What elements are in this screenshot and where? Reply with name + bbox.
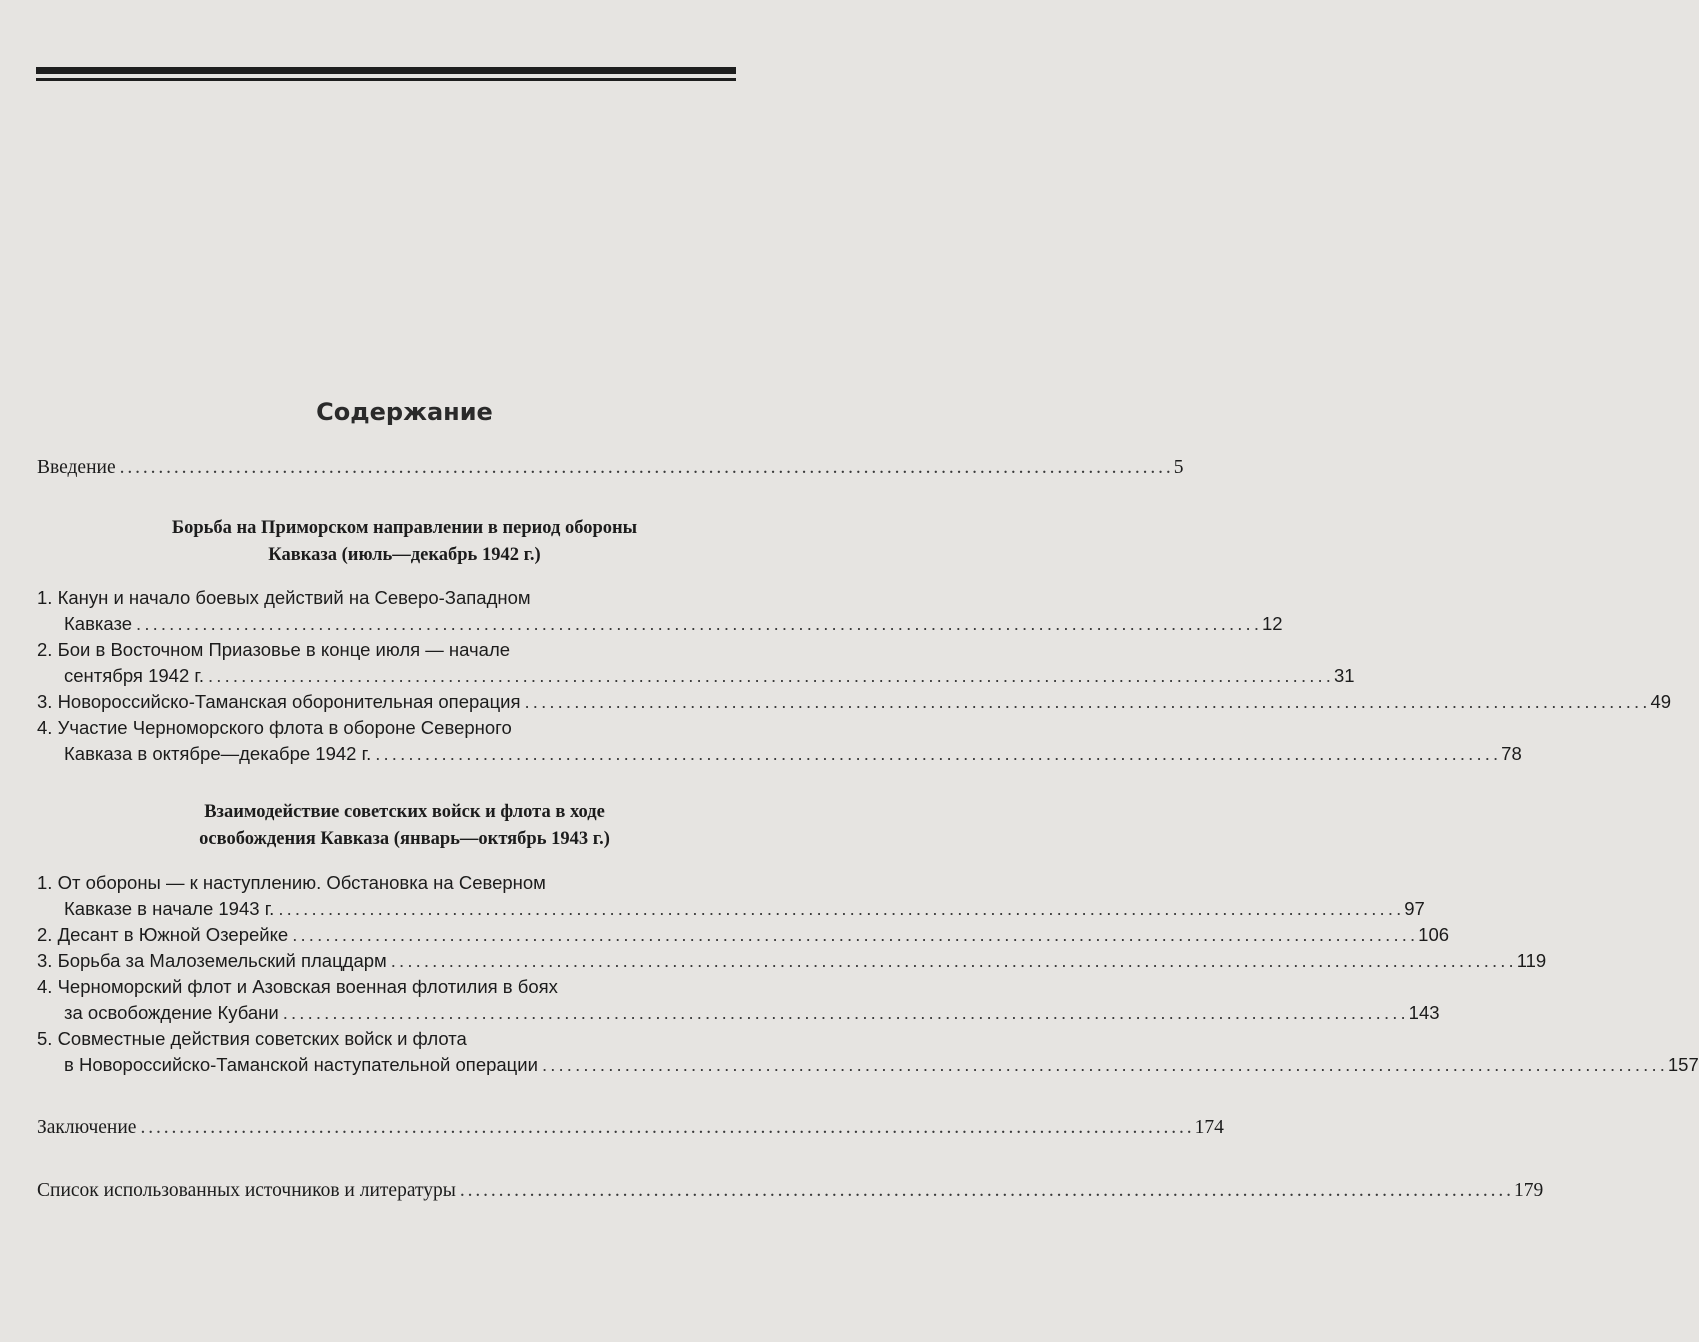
- toc-item-p1-2[interactable]: [64, 663, 1355, 689]
- dot-leader: [375, 741, 1497, 767]
- toc-item-p1-2-line1[interactable]: 2. Бои в Восточном Приазовье в конце июля — начале: [37, 639, 511, 660]
- top-rule-thick: [36, 67, 736, 74]
- toc-label: 2. Десант в Южной Озерейке: [37, 924, 289, 945]
- dot-leader: [140, 1115, 1190, 1141]
- toc-item-p2-1-line1[interactable]: 1. От обороны — к наступлению. Обстановка на Северном: [37, 872, 546, 893]
- toc-page: 12: [1261, 613, 1283, 634]
- toc-item-p1-1-line1[interactable]: 1. Канун и начало боевых действий на Северо-Западном: [37, 587, 531, 608]
- part2-heading-line1: Взаимодействие советских войск и флота в ходе: [204, 802, 605, 822]
- page-title: Содержание: [316, 398, 493, 426]
- dot-leader: [283, 1000, 1405, 1026]
- toc-entry-intro[interactable]: [37, 455, 1184, 481]
- toc-label: Список использованных источников и литературы: [37, 1180, 456, 1201]
- toc-label: за освобождение Кубани: [64, 1002, 279, 1023]
- dot-leader: [460, 1178, 1510, 1204]
- dot-leader: [120, 455, 1170, 481]
- toc-entry-conclusion[interactable]: [37, 1115, 1224, 1141]
- toc-item-p2-1[interactable]: [64, 896, 1425, 922]
- part1-heading-line2: Кавказа (июль—декабрь 1942 г.): [268, 545, 541, 565]
- toc-page: 119: [1516, 950, 1547, 971]
- part2-heading-line2: освобождения Кавказа (январь—октябрь 1943 г.): [199, 829, 610, 849]
- toc-page: 97: [1404, 898, 1425, 919]
- dot-leader: [525, 689, 1647, 715]
- toc-page: 5: [1173, 457, 1184, 478]
- toc-item-p2-4-line1[interactable]: 4. Черноморский флот и Азовская военная флотилия в боях: [37, 976, 558, 997]
- dot-leader: [292, 922, 1414, 948]
- toc-label: Заключение: [37, 1117, 137, 1138]
- dot-leader: [136, 611, 1258, 637]
- toc-item-p1-4[interactable]: [64, 741, 1522, 767]
- toc-item-p2-3[interactable]: [37, 948, 1547, 974]
- toc-item-p2-4[interactable]: [64, 1000, 1440, 1026]
- toc-label: Кавказе: [64, 613, 133, 634]
- toc-label: в Новороссийско-Таманской наступательной операции: [64, 1054, 538, 1075]
- toc-label: Введение: [37, 457, 116, 478]
- top-rule-thin: [36, 78, 736, 81]
- dot-leader: [278, 896, 1400, 922]
- toc-page: 49: [1650, 691, 1672, 712]
- toc-item-p2-5[interactable]: [64, 1052, 1699, 1078]
- toc-page: 143: [1408, 1002, 1440, 1023]
- toc-item-p1-3[interactable]: [37, 689, 1672, 715]
- toc-page: 157: [1667, 1054, 1699, 1075]
- dot-leader: [391, 948, 1513, 974]
- toc-item-p2-2[interactable]: [37, 922, 1450, 948]
- dot-leader: [208, 663, 1330, 689]
- toc-label: Кавказе в начале 1943 г.: [64, 898, 275, 919]
- toc-page: 78: [1501, 743, 1522, 764]
- toc-label: 3. Борьба за Малоземельский плацдарм: [37, 950, 387, 971]
- toc-page: 174: [1194, 1117, 1224, 1138]
- toc-label: Кавказа в октябре—декабре 1942 г.: [64, 743, 372, 764]
- toc-item-p2-5-line1[interactable]: 5. Совместные действия советских войск и флота: [37, 1028, 467, 1049]
- toc-page: 106: [1418, 924, 1450, 945]
- toc-item-p1-1[interactable]: [64, 611, 1283, 637]
- toc-page: 31: [1333, 665, 1355, 686]
- toc-label: 3. Новороссийско-Таманская оборонительная операция: [37, 691, 521, 712]
- dot-leader: [542, 1052, 1664, 1078]
- part1-heading-line1: Борьба на Приморском направлении в период обороны: [171, 518, 638, 538]
- toc-item-p1-4-line1[interactable]: 4. Участие Черноморского флота в обороне Северного: [37, 717, 512, 738]
- toc-entry-sources[interactable]: [37, 1178, 1544, 1204]
- toc-page: 179: [1513, 1180, 1544, 1201]
- toc-label: сентября 1942 г.: [64, 665, 205, 686]
